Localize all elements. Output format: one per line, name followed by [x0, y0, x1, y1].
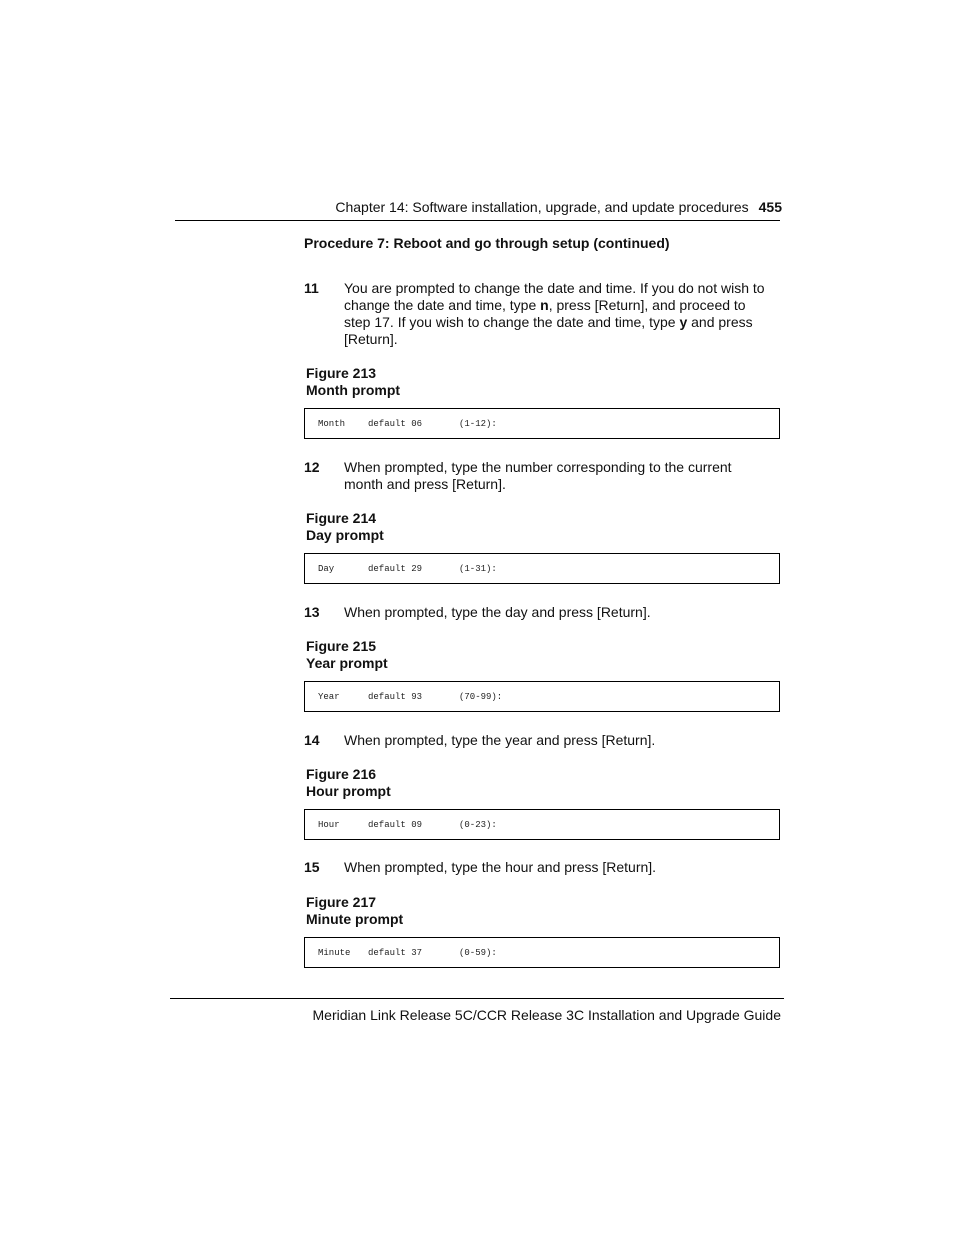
- figure-label: Figure 214: [306, 510, 377, 526]
- figure-title: Year prompt: [306, 655, 388, 671]
- figure-title: Minute prompt: [306, 911, 404, 927]
- step-11: [304, 280, 774, 348]
- prompt-default: default 09: [368, 820, 423, 830]
- figure-215-caption: [306, 638, 388, 672]
- prompt-range: (1-12):: [459, 419, 497, 429]
- terminal-prompt-box: [304, 553, 780, 584]
- step-text-part: , press [Return], and proceed to step 17. If you wish to change the date and time, type: [344, 297, 746, 330]
- page-number: 455: [758, 199, 782, 215]
- procedure-title: Procedure 7: Reboot and go through setup (continued): [304, 235, 670, 251]
- figure-title: Day prompt: [306, 527, 384, 543]
- prompt-default: default 29: [368, 564, 423, 574]
- terminal-prompt-box: [304, 681, 780, 712]
- step-number: 11: [304, 280, 319, 296]
- step-number: 15: [304, 859, 320, 875]
- step-text: When prompted, type the number corresponding to the current month and press [Return].: [344, 459, 732, 492]
- prompt-range: (70-99):: [459, 692, 503, 702]
- step-15: [304, 859, 774, 876]
- prompt-range: (1-31):: [459, 564, 497, 574]
- terminal-prompt-box: [304, 937, 780, 968]
- page-footer: Meridian Link Release 5C/CCR Release 3C Installation and Upgrade Guide: [312, 1007, 781, 1023]
- terminal-prompt-box: [304, 408, 780, 439]
- step-key-y: y: [679, 314, 688, 330]
- step-number: 13: [304, 604, 320, 620]
- prompt-default: default 93: [368, 692, 423, 702]
- prompt-default: default 37: [368, 948, 423, 958]
- figure-title: Hour prompt: [306, 783, 391, 799]
- step-text: [344, 280, 774, 348]
- prompt-field: Minute: [318, 948, 351, 958]
- figure-213-caption: [306, 365, 400, 399]
- step-text: When prompted, type the hour and press [Return].: [344, 859, 657, 875]
- figure-214-caption: [306, 510, 384, 544]
- figure-label: Figure 213: [306, 365, 377, 381]
- figure-label: Figure 217: [306, 894, 377, 910]
- step-text: When prompted, type the year and press [Return].: [344, 732, 656, 748]
- prompt-field: Day: [318, 564, 335, 574]
- step-14: [304, 732, 774, 749]
- figure-216-caption: [306, 766, 391, 800]
- figure-label: Figure 215: [306, 638, 377, 654]
- step-text-part: You are prompted to change the date and time. If you do not wish to change the date and time, type: [344, 280, 765, 313]
- figure-title: Month prompt: [306, 382, 401, 398]
- figure-label: Figure 216: [306, 766, 377, 782]
- step-13: [304, 604, 774, 621]
- footer-rule: [170, 998, 784, 999]
- step-12: [304, 459, 774, 493]
- step-text: When prompted, type the day and press [Return].: [344, 604, 651, 620]
- prompt-field: Year: [318, 692, 340, 702]
- page-header: [175, 199, 782, 215]
- terminal-prompt-box: [304, 809, 780, 840]
- figure-217-caption: [306, 894, 403, 928]
- header-rule: [175, 220, 780, 221]
- prompt-field: Month: [318, 419, 346, 429]
- prompt-field: Hour: [318, 820, 340, 830]
- step-number: 14: [304, 732, 320, 748]
- prompt-range: (0-59):: [459, 948, 497, 958]
- step-number: 12: [304, 459, 320, 475]
- prompt-range: (0-23):: [459, 820, 497, 830]
- step-text-part: and press [Return].: [344, 314, 753, 347]
- chapter-title: Chapter 14: Software installation, upgrade, and update procedures: [335, 199, 749, 215]
- step-key-n: n: [540, 297, 549, 313]
- prompt-default: default 06: [368, 419, 423, 429]
